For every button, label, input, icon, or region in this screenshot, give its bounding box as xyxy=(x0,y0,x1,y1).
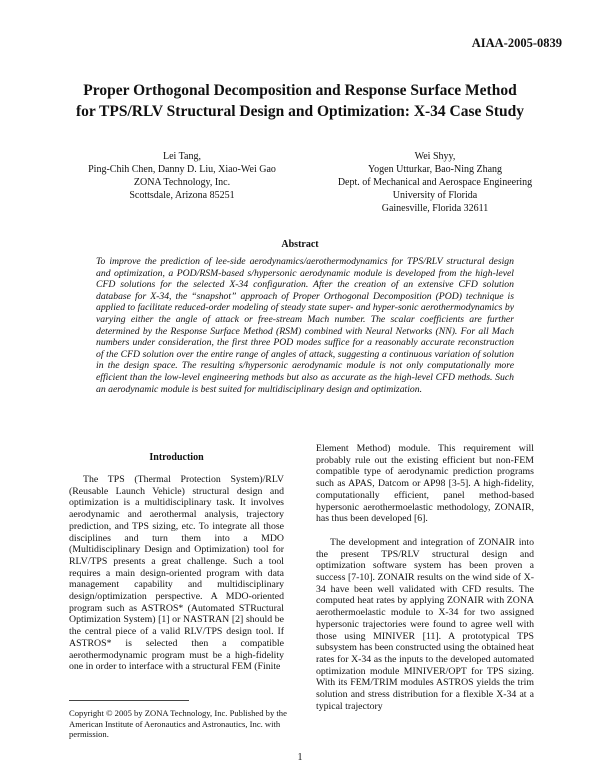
body-paragraph: Element Method) module. This requirement will probably rule out the existing efficient but non-FEM compatible type of aerodynamic prediction programs such as APAS, Datcom or AP98 [3-5]. A high-fidelity, computationally efficient, panel method-based hypersonic aerothermoelastic methodology, ZONAIR, has thus been developed [6]. xyxy=(316,443,534,525)
right-column xyxy=(316,443,534,712)
authors-left-block xyxy=(82,150,282,202)
title-line-1: Proper Orthogonal Decomposition and Response Surface Method xyxy=(83,82,517,99)
body-paragraph: The development and integration of ZONAIR into the present TPS/RLV structural design and optimization software system has been proven a success [7-10]. ZONAIR results on the wind side of X-34 have been well validated with CFD results. The computed heat rates by applying ZONAIR with ZONA aerothermoelastic module to X-34 for two assigned hypersonic trajectories were found to agree well with those using MINIVER [11]. A prototypical TPS subsystem has been constructed using the obtained heat rates for X-34 as the inputs to the developed automated optimization module MINIVER/OPT for TPS sizing. With its FEM/TRIM modules ASTROS yields the trim solution and stress distribution for a flexible X-34 at a typical trajectory xyxy=(316,536,534,712)
author-line: Lei Tang, xyxy=(163,151,201,162)
author-line: Ping-Chih Chen, Danny D. Liu, Xiao-Wei Gao xyxy=(88,164,276,175)
author-affiliation: University of Florida xyxy=(392,190,478,201)
author-line: Wei Shyy, xyxy=(414,151,456,162)
left-column xyxy=(69,474,284,673)
author-affiliation: Dept. of Mechanical and Aerospace Engineering xyxy=(337,177,533,188)
title-line-2: for TPS/RLV Structural Design and Optimization: X-34 Case Study xyxy=(75,103,525,120)
introduction-heading: Introduction xyxy=(149,452,204,463)
paper-title xyxy=(50,80,550,122)
abstract-heading: Abstract xyxy=(281,239,319,250)
author-affiliation: ZONA Technology, Inc. xyxy=(133,177,231,188)
authors-right-block xyxy=(330,150,540,215)
page-number: 1 xyxy=(297,752,303,763)
report-id: AIAA-2005-0839 xyxy=(471,36,562,50)
intro-paragraph: The TPS (Thermal Protection System)/RLV (Reusable Launch Vehicle) structural design and optimization is a multidisciplinary task. It involves aerodynamic and aerothermal analysis, trajectory prediction, and TPS sizing, etc. To integrate all those disciplines and turn them into a MDO (Multidisciplinary Design and Optimization) tool for RLV/TPS presents a great challenge. Such a tool requires a main design-oriented program with data management capability and multidisciplinary design/optimization perspective. A MDO-oriented program such as ASTROS* (Automated STRuctural Optimization System) [1] or NASTRAN [2] should be the central piece of a valid RLV/TPS design tool. If ASTROS* is selected then a compatible aerothermodynamic program must be a high-fidelity one in order to interface with a structural FEM (Finite xyxy=(69,474,284,673)
author-address: Scottsdale, Arizona 85251 xyxy=(129,190,235,201)
copyright-footnote: Copyright © 2005 by ZONA Technology, Inc. Published by the American Institute of Aeronautics and Astronautics, Inc. with permission. xyxy=(69,708,287,739)
author-address: Gainesville, Florida 32611 xyxy=(381,203,489,214)
abstract-text: To improve the prediction of lee-side aerodynamics/aerothermodynamics for TPS/RLV structural design and optimization, a POD/RSM-based s/hypersonic aerodynamic module is developed from the high-level CFD solutions for the selected X-34 configuration. After the creation of an extensive CFD solution database for X-34, the “snapshot” approach of Proper Orthogonal Decomposition (POD) technique is applied to facilitate reduced-order modeling of steady state super- and hyper-sonic aerothermodynamics by varying either the angle of attack or free-stream Mach number. The scalar coefficients are further determined by the Response Surface Method (RSM) combined with Neural Networks (NN). For all Mach numbers under consideration, the first three POD modes suffice for a reasonably accurate reconstruction of the CFD solution over the entire range of angles of attack, suggesting a continuous variation of solution in the design space. The resulting s/hypersonic aerodynamic module is not only computationally more efficient than the low-level engineering methods but also as accurate as the high-level CFD methods. Such an aerodynamic module is best suited for multidisciplinary design and optimization. xyxy=(96,256,514,395)
footnote-divider xyxy=(69,700,189,701)
author-line: Yogen Utturkar, Bao-Ning Zhang xyxy=(367,164,503,175)
